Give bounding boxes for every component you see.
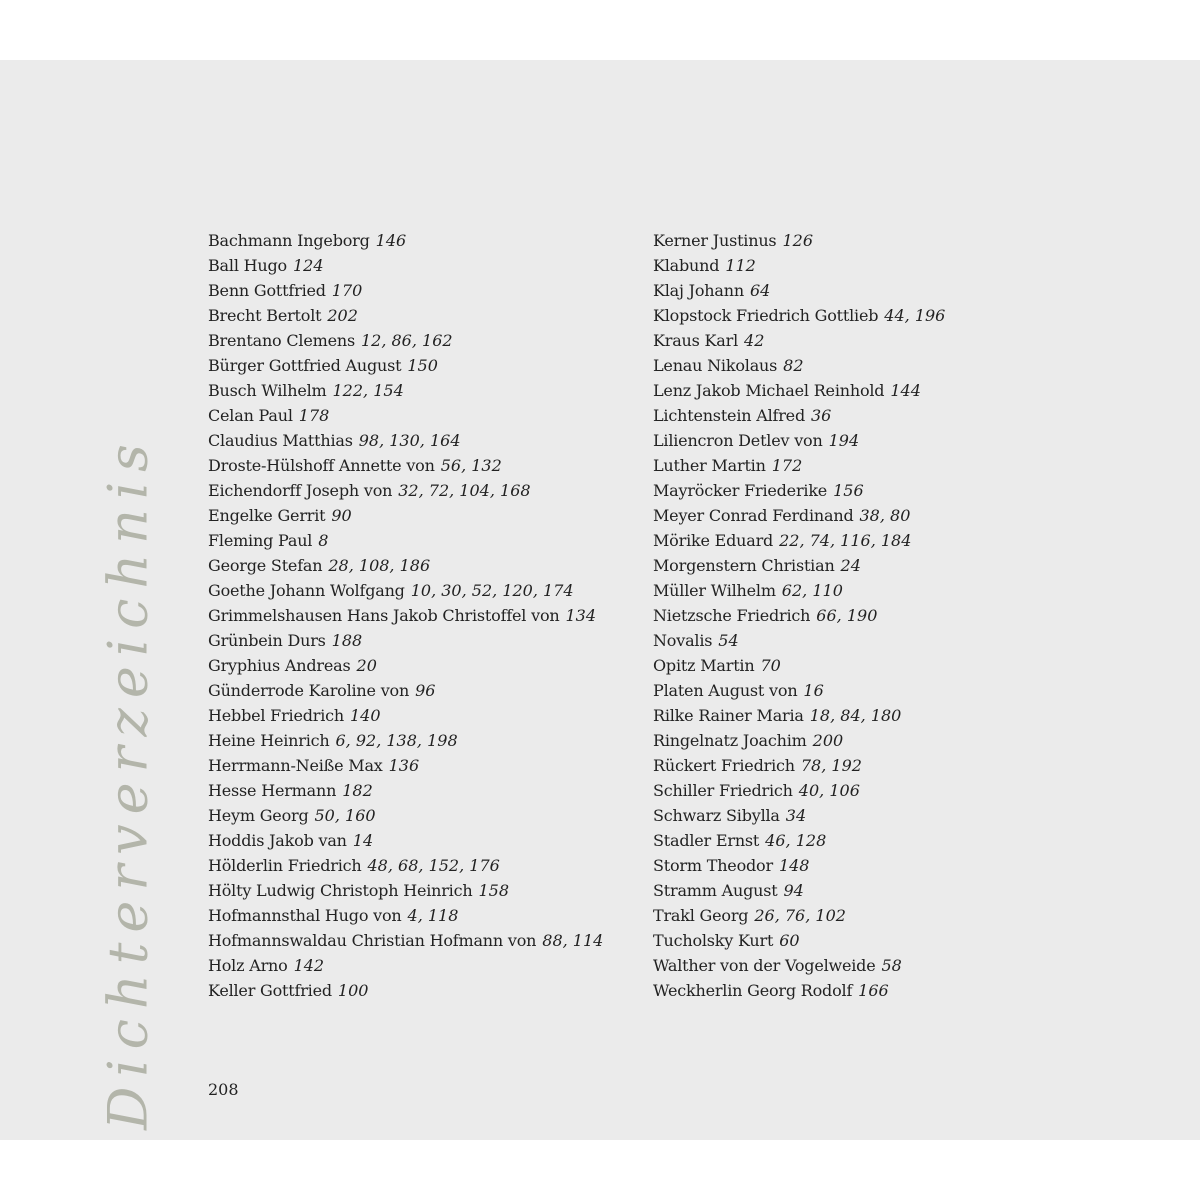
- page-references: 82: [783, 356, 804, 375]
- poet-name: Lenau Nikolaus: [653, 356, 778, 375]
- page-references: 94: [783, 881, 804, 900]
- index-entry: [653, 728, 945, 753]
- index-entry: [653, 353, 945, 378]
- page-references: 36: [810, 406, 832, 425]
- page-references: 140: [350, 706, 381, 725]
- page-references: 8: [318, 531, 329, 550]
- index-entry: [208, 428, 603, 453]
- index-entry: [653, 328, 945, 353]
- poet-name: Herrmann-Neiße Max: [208, 756, 383, 775]
- index-entry: [653, 978, 945, 1003]
- page-references: 78, 192: [800, 756, 862, 775]
- page-references: 70: [760, 656, 781, 675]
- index-entry: [653, 528, 945, 553]
- index-entry: [208, 678, 603, 703]
- index-entry: [653, 503, 945, 528]
- poet-name: Klaj Johann: [653, 281, 744, 300]
- poet-name: Novalis: [653, 631, 713, 650]
- poet-name: Müller Wilhelm: [653, 581, 776, 600]
- page-references: 44, 196: [884, 306, 946, 325]
- poet-name: Grimmelshausen Hans Jakob Christoffel von: [208, 606, 560, 625]
- poet-name: Stadler Ernst: [653, 831, 760, 850]
- page-references: 14: [352, 831, 374, 850]
- page-references: 46, 128: [765, 831, 827, 850]
- poet-name: Bürger Gottfried August: [208, 356, 402, 375]
- index-entry: [208, 378, 603, 403]
- poet-name: Holz Arno: [208, 956, 288, 975]
- page-references: 66, 190: [816, 606, 878, 625]
- page-references: 22, 74, 116, 184: [779, 531, 912, 550]
- index-entry: [208, 778, 603, 803]
- index-entry: [208, 928, 603, 953]
- page-references: 100: [337, 981, 369, 1000]
- page-references: 20: [356, 656, 377, 675]
- poet-name: Heym Georg: [208, 806, 309, 825]
- poet-name: Mörike Eduard: [653, 531, 774, 550]
- index-entry: [208, 278, 603, 303]
- page-references: 16: [803, 681, 824, 700]
- index-entry: [208, 903, 603, 928]
- index-entry: [208, 728, 603, 753]
- index-entry: [653, 953, 945, 978]
- poet-name: Lenz Jakob Michael Reinhold: [653, 381, 885, 400]
- page-references: 126: [782, 231, 813, 250]
- index-entry: [208, 953, 603, 978]
- index-entry: [653, 553, 945, 578]
- poet-name: Droste-Hülshoff Annette von: [208, 456, 435, 475]
- index-entry: [653, 278, 945, 303]
- poet-name: Walther von der Vogelweide: [653, 956, 876, 975]
- index-heading: Dichterverzeichnis: [96, 434, 160, 1130]
- poet-name: Hofmannsthal Hugo von: [208, 906, 402, 925]
- index-entry: [208, 853, 603, 878]
- poet-name: Mayröcker Friederike: [653, 481, 828, 500]
- poet-name: Trakl Georg: [653, 906, 749, 925]
- poet-name: Schiller Friedrich: [653, 781, 793, 800]
- index-entry: [653, 803, 945, 828]
- index-entry: [653, 903, 945, 928]
- index-entry: [653, 578, 945, 603]
- poet-name: Nietzsche Friedrich: [653, 606, 811, 625]
- index-entry: [208, 753, 603, 778]
- page-references: 166: [858, 981, 889, 1000]
- page-references: 34: [785, 806, 807, 825]
- poet-name: Stramm August: [653, 881, 778, 900]
- page-references: 4, 118: [407, 906, 459, 925]
- page-references: 142: [293, 956, 325, 975]
- index-entry: [208, 503, 603, 528]
- page-references: 40, 106: [798, 781, 860, 800]
- poet-name: Brentano Clemens: [208, 331, 355, 350]
- index-entry: [653, 653, 945, 678]
- page-references: 24: [840, 556, 861, 575]
- poet-name: Rückert Friedrich: [653, 756, 795, 775]
- page-references: 50, 160: [314, 806, 376, 825]
- page-references: 156: [833, 481, 864, 500]
- poet-name: Tucholsky Kurt: [653, 931, 774, 950]
- index-entry: [653, 478, 945, 503]
- page-number: 208: [208, 1080, 239, 1099]
- index-entry: [653, 228, 945, 253]
- poet-name: Claudius Matthias: [208, 431, 353, 450]
- page-references: 158: [478, 881, 510, 900]
- index-entry: [653, 828, 945, 853]
- index-entry: [208, 978, 603, 1003]
- index-entry: [208, 228, 603, 253]
- index-entry: [208, 453, 603, 478]
- poet-index-left-column: [208, 228, 603, 1003]
- poet-name: Lichtenstein Alfred: [653, 406, 805, 425]
- page-references: 58: [881, 956, 902, 975]
- index-entry: [208, 328, 603, 353]
- poet-name: Celan Paul: [208, 406, 293, 425]
- poet-name: Eichendorff Joseph von: [208, 481, 393, 500]
- poet-name: Benn Gottfried: [208, 281, 326, 300]
- index-entry: [208, 878, 603, 903]
- page-references: 122, 154: [332, 381, 404, 400]
- page-references: 202: [327, 306, 358, 325]
- index-entry: [653, 303, 945, 328]
- page-references: 134: [565, 606, 597, 625]
- page-references: 148: [778, 856, 810, 875]
- poet-name: Kraus Karl: [653, 331, 739, 350]
- index-entry: [208, 528, 603, 553]
- poet-name: Hölty Ludwig Christoph Heinrich: [208, 881, 473, 900]
- page-references: 42: [744, 331, 765, 350]
- poet-name: Kerner Justinus: [653, 231, 777, 250]
- page-references: 28, 108, 186: [328, 556, 431, 575]
- index-entry: [653, 703, 945, 728]
- page-references: 200: [812, 731, 844, 750]
- page-references: 144: [890, 381, 921, 400]
- page-references: 136: [388, 756, 420, 775]
- page-references: 18, 84, 180: [809, 706, 902, 725]
- poet-name: Liliencron Detlev von: [653, 431, 823, 450]
- poet-name: Hölderlin Friedrich: [208, 856, 362, 875]
- index-entry: [653, 778, 945, 803]
- page-references: 178: [298, 406, 330, 425]
- poet-name: Ball Hugo: [208, 256, 287, 275]
- page-references: 54: [718, 631, 739, 650]
- page-references: 90: [331, 506, 352, 525]
- page-references: 6, 92, 138, 198: [335, 731, 458, 750]
- index-entry: [208, 253, 603, 278]
- page-references: 10, 30, 52, 120, 174: [410, 581, 574, 600]
- page-references: 62, 110: [781, 581, 843, 600]
- page-references: 172: [771, 456, 803, 475]
- poet-name: Weckherlin Georg Rodolf: [653, 981, 853, 1000]
- poet-name: George Stefan: [208, 556, 323, 575]
- page-references: 60: [779, 931, 800, 950]
- page-references: 112: [725, 256, 756, 275]
- page-references: 182: [342, 781, 373, 800]
- index-entry: [653, 378, 945, 403]
- page-references: 32, 72, 104, 168: [398, 481, 531, 500]
- index-entry: [208, 653, 603, 678]
- page-references: 88, 114: [542, 931, 604, 950]
- poet-name: Rilke Rainer Maria: [653, 706, 804, 725]
- index-entry: [653, 678, 945, 703]
- page-references: 56, 132: [440, 456, 502, 475]
- page-references: 124: [292, 256, 324, 275]
- poet-name: Storm Theodor: [653, 856, 773, 875]
- page-references: 38, 80: [859, 506, 911, 525]
- poet-name: Meyer Conrad Ferdinand: [653, 506, 854, 525]
- poet-name: Heine Heinrich: [208, 731, 330, 750]
- index-entry: [208, 403, 603, 428]
- index-entry: [653, 878, 945, 903]
- index-entry: [653, 928, 945, 953]
- poet-name: Platen August von: [653, 681, 798, 700]
- page-references: 12, 86, 162: [360, 331, 453, 350]
- poet-name: Klabund: [653, 256, 720, 275]
- index-entry: [208, 303, 603, 328]
- page-references: 64: [749, 281, 771, 300]
- page-references: 146: [375, 231, 407, 250]
- poet-name: Busch Wilhelm: [208, 381, 327, 400]
- poet-name: Keller Gottfried: [208, 981, 332, 1000]
- book-page: [0, 60, 1200, 1140]
- page-references: 170: [331, 281, 363, 300]
- page-references: 26, 76, 102: [754, 906, 846, 925]
- poet-name: Hebbel Friedrich: [208, 706, 344, 725]
- poet-name: Hoddis Jakob van: [208, 831, 347, 850]
- poet-name: Engelke Gerrit: [208, 506, 326, 525]
- index-entry: [208, 578, 603, 603]
- index-entry: [208, 828, 603, 853]
- index-entry: [653, 603, 945, 628]
- poet-name: Hofmannswaldau Christian Hofmann von: [208, 931, 537, 950]
- page-references: 150: [407, 356, 438, 375]
- index-entry: [653, 628, 945, 653]
- page-references: 194: [828, 431, 860, 450]
- index-entry: [653, 753, 945, 778]
- index-entry: [208, 478, 603, 503]
- poet-name: Opitz Martin: [653, 656, 755, 675]
- page-references: 48, 68, 152, 176: [367, 856, 500, 875]
- poet-name: Gryphius Andreas: [208, 656, 351, 675]
- index-entry: [208, 603, 603, 628]
- poet-name: Klopstock Friedrich Gottlieb: [653, 306, 879, 325]
- poet-name: Luther Martin: [653, 456, 766, 475]
- index-entry: [653, 453, 945, 478]
- poet-index-right-column: [653, 228, 945, 1003]
- index-entry: [653, 253, 945, 278]
- page-references: 188: [331, 631, 363, 650]
- index-entry: [208, 353, 603, 378]
- index-entry: [653, 403, 945, 428]
- poet-name: Hesse Hermann: [208, 781, 337, 800]
- poet-name: Bachmann Ingeborg: [208, 231, 370, 250]
- poet-name: Goethe Johann Wolfgang: [208, 581, 405, 600]
- poet-name: Brecht Bertolt: [208, 306, 322, 325]
- index-entry: [208, 703, 603, 728]
- poet-name: Ringelnatz Joachim: [653, 731, 807, 750]
- poet-name: Grünbein Durs: [208, 631, 326, 650]
- index-entry: [653, 853, 945, 878]
- poet-name: Fleming Paul: [208, 531, 313, 550]
- index-entry: [208, 803, 603, 828]
- index-entry: [208, 628, 603, 653]
- index-entry: [208, 553, 603, 578]
- poet-name: Schwarz Sibylla: [653, 806, 780, 825]
- poet-name: Günderrode Karoline von: [208, 681, 410, 700]
- page-references: 96: [415, 681, 436, 700]
- poet-name: Morgenstern Christian: [653, 556, 835, 575]
- index-entry: [653, 428, 945, 453]
- page-references: 98, 130, 164: [358, 431, 461, 450]
